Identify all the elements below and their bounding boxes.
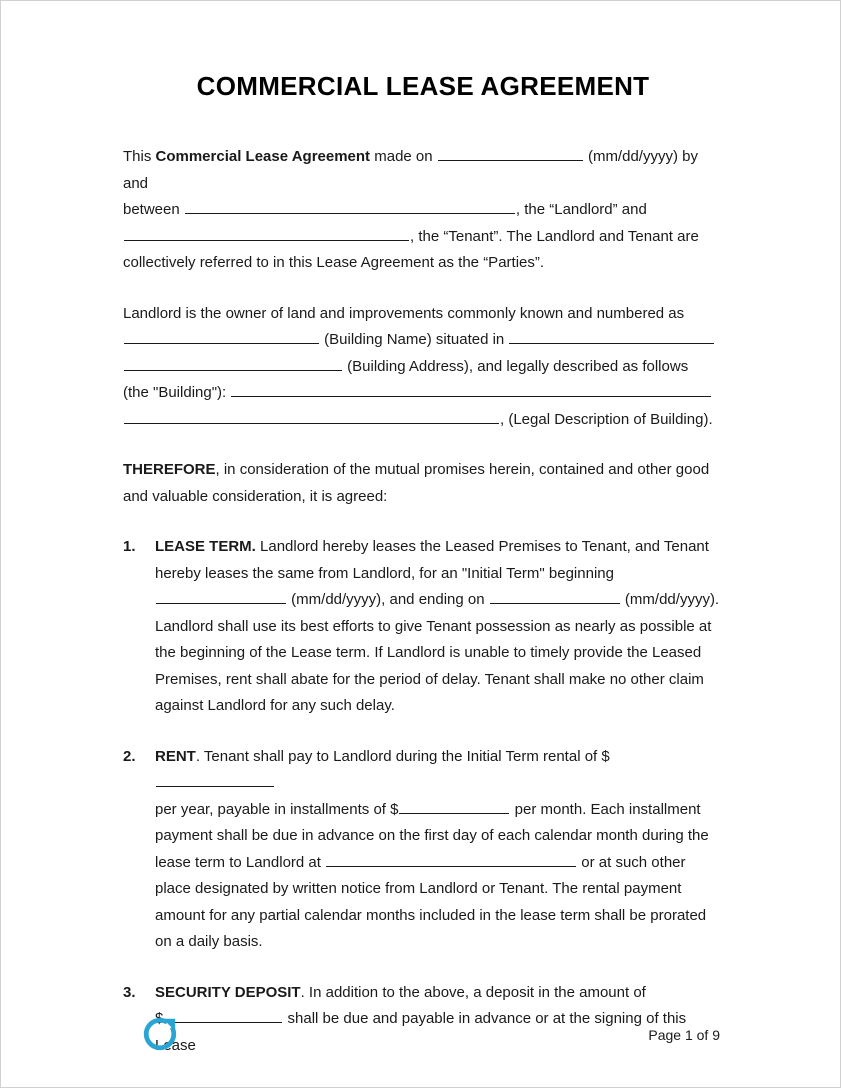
ownership-building-label: (the "Building"): [123, 384, 227, 401]
intro-lead-after: (mm/dd/yyyy) by and [123, 148, 698, 192]
ownership-building-address-label: (Building Address), and legally described as follows [347, 357, 689, 375]
intro-lead-bold: Commercial Lease Agreement [155, 148, 371, 165]
ownership-line1: Landlord is the owner of land and improvements commonly known and numbered as [123, 304, 685, 322]
clause-number-3: 3. [123, 983, 136, 1001]
therefore-paragraph [123, 457, 723, 510]
page-footer [1, 1009, 840, 1053]
ownership-building-name-label: (Building Name) situated in [324, 331, 505, 348]
page-title: COMMERCIAL LEASE AGREEMENT [196, 71, 650, 101]
clause-1-text-2: (mm/dd/yyyy), and ending on [287, 591, 489, 608]
clause-number-1: 1. [123, 538, 136, 555]
blank-building-situated-in[interactable] [509, 328, 714, 344]
intro-paragraph [123, 144, 723, 277]
intro-made-on: made on [374, 148, 433, 165]
clause-2-text-2: per year, payable in installments of $ [155, 800, 399, 818]
clause-heading-lease-term: LEASE TERM. [155, 538, 256, 555]
ownership-legal-desc-label: , (Legal Description of Building). [500, 410, 713, 428]
blank-legal-description-1[interactable] [231, 381, 711, 397]
blank-term-begin-date[interactable] [156, 588, 286, 604]
brand-logo-icon [141, 1015, 179, 1053]
intro-lead-prefix: This [123, 148, 156, 165]
blank-tenant-name[interactable] [124, 225, 409, 241]
clause-2-text-3: per month. Each installment payment shall be due in advance on the first day of each calendar month during the lease term to Landlord at [155, 800, 709, 871]
clause-heading-security-deposit: SECURITY DEPOSIT [155, 983, 301, 1001]
page-number: Page 1 of 9 [648, 1027, 720, 1043]
therefore-bold: THEREFORE [123, 461, 216, 478]
blank-building-name[interactable] [124, 328, 319, 344]
clause-text-2 [155, 744, 723, 956]
blank-rent-payment-address[interactable] [326, 851, 576, 867]
clause-1-text-3: (mm/dd/yyyy). Landlord shall use its best efforts to give Tenant possession as nearly as possible at the beginning of the Lease term. If Landlord is unable to timely provide the Leased Premises, rent shall abate for the period of delay. Tenant shall make no other claim against Landlord for any such delay. [155, 591, 720, 714]
clause-lease-term [123, 534, 723, 720]
blank-agreement-date[interactable] [438, 145, 583, 161]
therefore-rest: , in consideration of the mutual promises herein, contained and other good and valuable consideration, it is agreed: [123, 461, 710, 505]
clause-3-text-1: . In addition to the above, a deposit in the amount of [300, 983, 646, 1001]
intro-tenant-after: , the “Tenant”. The Landlord and Tenant are [410, 227, 699, 245]
intro-between: between [123, 201, 180, 218]
document-body [123, 71, 723, 1083]
blank-legal-description-2[interactable] [124, 408, 499, 424]
clause-1-text-1: Landlord hereby leases the Leased Premises to Tenant, and Tenant hereby leases the same from Landlord, for an "Initial Term" beginning [155, 538, 709, 582]
intro-parties-line: collectively referred to in this Lease Agreement as the “Parties”. [123, 254, 545, 271]
clause-text-1 [155, 534, 723, 720]
blank-monthly-rent[interactable] [399, 798, 509, 814]
blank-landlord-name[interactable] [185, 198, 515, 214]
intro-landlord-after: , the “Landlord” and [515, 201, 647, 218]
clause-3-text-2: shall be due and payable in advance or at the signing of this Lease [155, 1010, 687, 1054]
clause-2-text-4: or at such other place designated by written notice from Landlord or Tenant. The rental payment amount for any partial calendar months included in the lease term shall be prorated on a daily basis. [155, 853, 707, 950]
clause-heading-rent: RENT [155, 747, 196, 765]
ownership-paragraph [123, 301, 723, 434]
clause-rent [123, 744, 723, 956]
blank-building-address[interactable] [124, 355, 342, 371]
blank-term-end-date[interactable] [490, 588, 620, 604]
clause-2-text-1: . Tenant shall pay to Landlord during the Initial Term rental of $ [195, 747, 610, 765]
clause-number-2: 2. [123, 747, 136, 765]
blank-annual-rent[interactable] [156, 771, 274, 787]
